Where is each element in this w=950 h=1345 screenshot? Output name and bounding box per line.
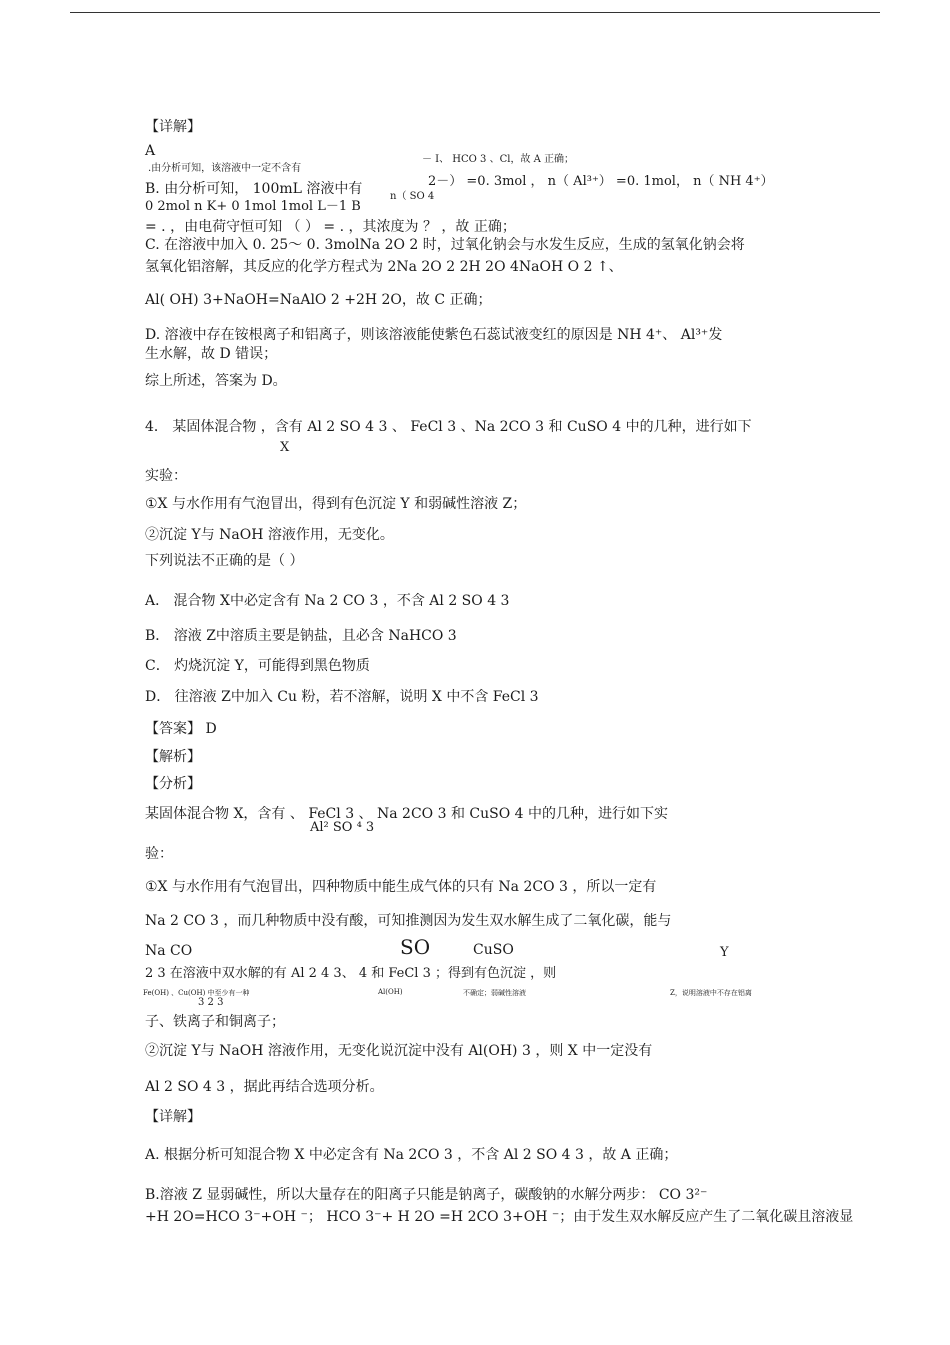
analysis-p6: 子、铁离子和铜离子； <box>145 1014 285 1030</box>
analysis-p5: 2 3 在溶液中双水解的有 Al 2 4 3、 4 和 FeCl 3 ；得到有色沉淀 ，则 <box>145 966 557 981</box>
analysis-p4-cuso: CuSO <box>473 942 514 958</box>
option-a-ions: － I、 HCO 3 、Cl，故 A 正确； <box>422 154 575 165</box>
option-a-text: .由分析可知，该溶液中一定不含有 <box>148 163 302 174</box>
option-b: B． 溶液 Z中溶质主要是钠盐，且必含 NaHCO 3 <box>145 628 457 644</box>
analysis-p5-note3: 不确定；弱碱性溶液 <box>463 989 526 997</box>
analysis-p2: ①X 与水作用有气泡冒出，四种物质中能生成气体的只有 Na 2CO 3 ，所以一定有 <box>145 879 657 895</box>
option-d-line2: 生水解，故 D 错误； <box>145 346 278 362</box>
analysis-p5-subscripts: 3 2 3 <box>198 997 224 1008</box>
question-4-variable-x: X <box>280 440 290 455</box>
option-b-line1: B. 由分析可知， 100mL 溶液中有 <box>145 181 363 197</box>
option-b-small: n（ SO 4 <box>390 191 435 202</box>
analysis-p5-note2: Al(OH) <box>378 988 403 996</box>
analysis-p1-formula: Al² SO ⁴ 3 <box>310 820 375 835</box>
option-b-values: 2－） =0. 3mol ， n（ Al³⁺） =0. 1mol， n（ NH 4⁺） <box>428 174 774 189</box>
option-b-line3: = . ，由电荷守恒可知 （ ） = . ，其浓度为 ？ ，故 正确； <box>145 219 516 235</box>
detail2-option-b-line1: B.溶液 Z 显弱碱性，所以大量存在的阳离子只能是钠离子，碳酸钠的水解分两步： CO 3²⁻ <box>145 1187 708 1203</box>
option-a-letter: A <box>145 143 156 159</box>
option-b-line2: 0 2mol n K+ 0 1mol 1mol L－1 B <box>145 199 361 214</box>
section-heading-detail: 【详解】 <box>145 119 201 135</box>
section-heading-jiexi: 【解析】 <box>145 749 201 765</box>
section-heading-fenxi: 【分析】 <box>145 776 201 792</box>
detail2-option-b-line2: +H 2O=HCO 3⁻+OH ⁻； HCO 3⁻+ H 2O =H 2CO 3+OH ⁻；由于发生双水解反应产生了二氧化碳且溶液显 <box>145 1209 854 1225</box>
option-c-line1: C. 在溶液中加入 0. 25～ 0. 3molNa 2O 2 时，过氧化钠会与水发生反应，生成的氢氧化钠会将 <box>145 237 745 253</box>
option-c-line3: Al( OH) 3+NaOH=NaAlO 2 +2H 2O，故 C 正确； <box>145 292 492 308</box>
experiment-2: ②沉淀 Y与 NaOH 溶液作用，无变化。 <box>145 527 394 543</box>
analysis-p4-y: Y <box>720 945 729 960</box>
analysis-p4-left: Na CO <box>145 943 193 959</box>
option-a: A． 混合物 X中必定含有 Na 2 CO 3 ，不含 Al 2 SO 4 3 <box>145 593 510 609</box>
analysis-p5-note4: Z，说明溶液中不存在铝离 <box>670 989 752 997</box>
summary-line: 综上所述，答案为 D。 <box>145 373 287 389</box>
analysis-p5-note1: Fe(OH) 、Cu(OH) 中至少有一种 <box>143 989 250 997</box>
experiment-1: ①X 与水作用有气泡冒出，得到有色沉淀 Y 和弱碱性溶液 Z； <box>145 496 527 512</box>
analysis-p7: ②沉淀 Y与 NaOH 溶液作用，无变化说沉淀中没有 Al(OH) 3 ，则 X 中一定没有 <box>145 1043 653 1059</box>
analysis-p8: Al 2 SO 4 3 ，据此再结合选项分析。 <box>145 1079 384 1095</box>
analysis-p3: Na 2 CO 3 ，而几种物质中没有酸，可知推测因为发生双水解生成了二氧化碳，能与 <box>145 913 672 929</box>
question-4-stem-cont: 实验： <box>145 468 187 484</box>
analysis-p4-so: SO <box>400 935 431 959</box>
analysis-p1-cont: 验： <box>145 846 173 862</box>
detail2-option-a: A. 根据分析可知混合物 X 中必定含有 Na 2CO 3 ，不含 Al 2 SO 4 3 ，故 A 正确； <box>145 1147 678 1163</box>
option-d-line1: D. 溶液中存在铵根离子和铝离子，则该溶液能使紫色石蕊试液变红的原因是 NH 4⁺、 Al³⁺发 <box>145 327 723 343</box>
analysis-p1: 某固体混合物 X，含有 、 FeCl 3 、 Na 2CO 3 和 CuSO 4 中的几种，进行如下实 <box>145 806 669 822</box>
option-d: D． 往溶液 Z中加入 Cu 粉，若不溶解，说明 X 中不含 FeCl 3 <box>145 689 539 705</box>
option-c: C． 灼烧沉淀 Y，可能得到黑色物质 <box>145 658 370 674</box>
page-top-rule <box>70 12 880 13</box>
answer-line: 【答案】 D <box>145 721 217 737</box>
option-c-line2: 氢氧化铝溶解，其反应的化学方程式为 2Na 2O 2 2H 2O 4NaOH O 2 ↑、 <box>145 259 623 275</box>
question-4-stem: 4． 某固体混合物 ，含有 Al 2 SO 4 3 、 FeCl 3 、Na 2CO 3 和 CuSO 4 中的几种，进行如下 <box>145 419 752 435</box>
question-ask: 下列说法不正确的是（ ） <box>145 553 304 569</box>
section-heading-detail-2: 【详解】 <box>145 1109 201 1125</box>
